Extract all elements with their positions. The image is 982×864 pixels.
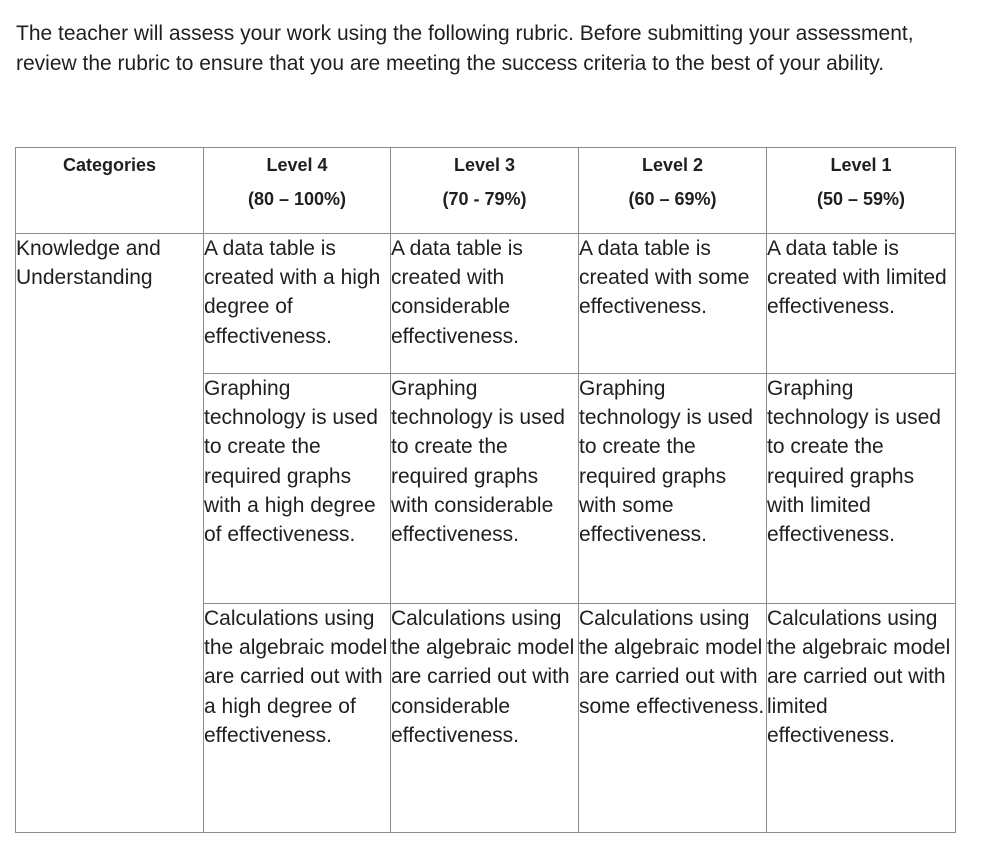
header-level-2 [579,148,767,234]
header-categories [16,148,204,234]
header-title: Level 3 [453,155,516,175]
rubric-table [15,147,956,833]
criteria-cell: A data table is created with a high degree of effectiveness. [204,234,391,374]
header-level-3 [391,148,579,234]
category-cell: Knowledge and Understanding [16,234,204,833]
criteria-cell: A data table is created with limited effectiveness. [767,234,956,374]
criteria-cell: Calculations using the algebraic model are carried out with considerable effectiveness. [391,604,579,833]
header-range: (70 - 79%) [442,189,527,209]
header-title: Level 1 [830,155,892,175]
header-title: Level 2 [641,155,704,175]
intro-paragraph: The teacher will assess your work using the following rubric. Before submitting your assessment, review the rubric to ensure that you are meeting the success criteria to the best of your ability. [16,22,914,75]
criteria-cell: Graphing technology is used to create the required graphs with some effectiveness. [579,374,767,604]
criteria-cell: Calculations using the algebraic model are carried out with limited effectiveness. [767,604,956,833]
criteria-cell: A data table is created with considerable effectiveness. [391,234,579,374]
header-level-4 [204,148,391,234]
criteria-cell: Calculations using the algebraic model are carried out with some effectiveness. [579,604,767,833]
header-title: Categories [62,155,157,175]
table-row [16,234,956,374]
criteria-cell: A data table is created with some effectiveness. [579,234,767,374]
criteria-cell: Calculations using the algebraic model are carried out with a high degree of effectiveness. [204,604,391,833]
header-range: (50 – 59%) [816,189,906,209]
criteria-cell: Graphing technology is used to create the required graphs with limited effectiveness. [767,374,956,604]
criteria-cell: Graphing technology is used to create the required graphs with a high degree of effectiveness. [204,374,391,604]
header-row [16,148,956,234]
header-level-1 [767,148,956,234]
header-title: Level 4 [266,155,328,175]
criteria-cell: Graphing technology is used to create the required graphs with considerable effectiveness. [391,374,579,604]
header-range: (60 – 69%) [628,189,717,209]
header-range: (80 – 100%) [247,189,347,209]
